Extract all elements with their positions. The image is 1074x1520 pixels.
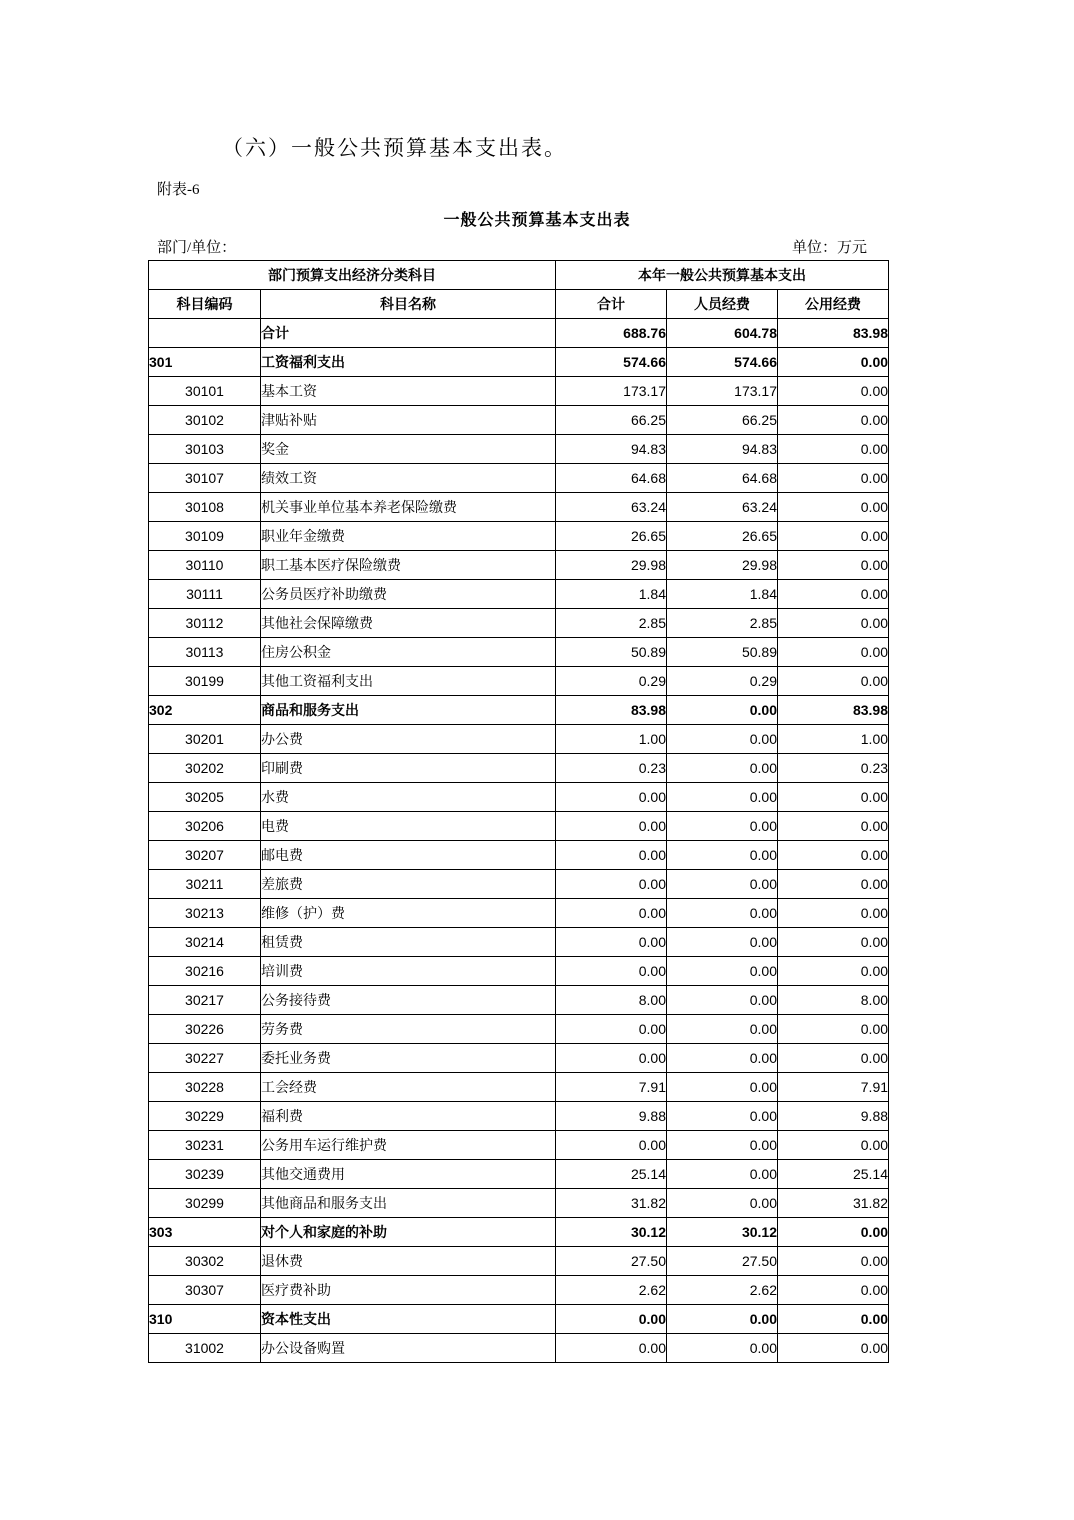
table-body bbox=[149, 319, 889, 1363]
cell-personnel: 0.00 bbox=[667, 1073, 778, 1102]
cell-subject-code: 30239 bbox=[149, 1160, 261, 1189]
cell-public: 31.82 bbox=[778, 1189, 889, 1218]
cell-public: 0.00 bbox=[778, 870, 889, 899]
cell-total: 1.84 bbox=[556, 580, 667, 609]
cell-subject-code: 301 bbox=[149, 348, 261, 377]
cell-public: 0.00 bbox=[778, 435, 889, 464]
cell-total: 0.00 bbox=[556, 841, 667, 870]
cell-total: 26.65 bbox=[556, 522, 667, 551]
cell-subject-name: 合计 bbox=[261, 319, 556, 348]
cell-subject-code: 302 bbox=[149, 696, 261, 725]
cell-public: 0.00 bbox=[778, 1218, 889, 1247]
cell-personnel: 0.00 bbox=[667, 1102, 778, 1131]
cell-subject-name: 基本工资 bbox=[261, 377, 556, 406]
cell-public: 0.00 bbox=[778, 638, 889, 667]
cell-public: 9.88 bbox=[778, 1102, 889, 1131]
table-group-header-row bbox=[149, 261, 889, 290]
cell-public: 0.00 bbox=[778, 812, 889, 841]
cell-subject-name: 公务用车运行维护费 bbox=[261, 1131, 556, 1160]
table-row bbox=[149, 638, 889, 667]
section-heading: （六）一般公共预算基本支出表。 bbox=[222, 136, 567, 160]
cell-personnel: 0.00 bbox=[667, 754, 778, 783]
cell-subject-code: 30199 bbox=[149, 667, 261, 696]
cell-subject-code: 30299 bbox=[149, 1189, 261, 1218]
cell-subject-code: 30113 bbox=[149, 638, 261, 667]
table-row bbox=[149, 464, 889, 493]
cell-public: 0.00 bbox=[778, 377, 889, 406]
table-row bbox=[149, 522, 889, 551]
cell-personnel: 29.98 bbox=[667, 551, 778, 580]
column-header-public: 公用经费 bbox=[778, 290, 889, 319]
cell-public: 0.00 bbox=[778, 406, 889, 435]
table-row bbox=[149, 899, 889, 928]
department-unit-label: 部门/单位： bbox=[157, 240, 237, 256]
cell-personnel: 604.78 bbox=[667, 319, 778, 348]
cell-subject-code: 30302 bbox=[149, 1247, 261, 1276]
table-row bbox=[149, 1102, 889, 1131]
cell-personnel: 0.00 bbox=[667, 899, 778, 928]
cell-public: 25.14 bbox=[778, 1160, 889, 1189]
cell-subject-name: 资本性支出 bbox=[261, 1305, 556, 1334]
cell-subject-name: 机关事业单位基本养老保险缴费 bbox=[261, 493, 556, 522]
group-header-right: 本年一般公共预算基本支出 bbox=[556, 261, 889, 290]
table-title: 一般公共预算基本支出表 bbox=[443, 212, 631, 229]
cell-subject-code: 30112 bbox=[149, 609, 261, 638]
cell-subject-name: 劳务费 bbox=[261, 1015, 556, 1044]
cell-personnel: 63.24 bbox=[667, 493, 778, 522]
cell-total: 0.00 bbox=[556, 1044, 667, 1073]
table-row bbox=[149, 406, 889, 435]
cell-total: 83.98 bbox=[556, 696, 667, 725]
table-row bbox=[149, 348, 889, 377]
cell-public: 0.00 bbox=[778, 609, 889, 638]
table-row bbox=[149, 1247, 889, 1276]
cell-total: 1.00 bbox=[556, 725, 667, 754]
cell-subject-name: 医疗费补助 bbox=[261, 1276, 556, 1305]
cell-subject-code: 30102 bbox=[149, 406, 261, 435]
cell-total: 25.14 bbox=[556, 1160, 667, 1189]
table-row bbox=[149, 1044, 889, 1073]
cell-total: 0.00 bbox=[556, 928, 667, 957]
cell-public: 0.00 bbox=[778, 1131, 889, 1160]
cell-public: 0.00 bbox=[778, 928, 889, 957]
table-row bbox=[149, 580, 889, 609]
cell-subject-name: 维修（护）费 bbox=[261, 899, 556, 928]
table-row bbox=[149, 609, 889, 638]
column-header-code: 科目编码 bbox=[149, 290, 261, 319]
cell-total: 63.24 bbox=[556, 493, 667, 522]
cell-total: 64.68 bbox=[556, 464, 667, 493]
cell-subject-name: 职工基本医疗保险缴费 bbox=[261, 551, 556, 580]
cell-personnel: 26.65 bbox=[667, 522, 778, 551]
table-row bbox=[149, 1189, 889, 1218]
cell-personnel: 0.00 bbox=[667, 725, 778, 754]
table-row bbox=[149, 377, 889, 406]
cell-subject-code: 30231 bbox=[149, 1131, 261, 1160]
cell-total: 0.00 bbox=[556, 1131, 667, 1160]
cell-total: 9.88 bbox=[556, 1102, 667, 1131]
cell-subject-code: 30201 bbox=[149, 725, 261, 754]
cell-total: 29.98 bbox=[556, 551, 667, 580]
cell-personnel: 1.84 bbox=[667, 580, 778, 609]
cell-personnel: 574.66 bbox=[667, 348, 778, 377]
cell-subject-name: 津贴补贴 bbox=[261, 406, 556, 435]
cell-subject-code: 30107 bbox=[149, 464, 261, 493]
cell-personnel: 94.83 bbox=[667, 435, 778, 464]
cell-subject-code: 30103 bbox=[149, 435, 261, 464]
cell-subject-code: 30229 bbox=[149, 1102, 261, 1131]
table-row bbox=[149, 957, 889, 986]
table-row bbox=[149, 725, 889, 754]
cell-subject-name: 奖金 bbox=[261, 435, 556, 464]
cell-subject-name: 工资福利支出 bbox=[261, 348, 556, 377]
cell-public: 0.00 bbox=[778, 580, 889, 609]
table-row bbox=[149, 1334, 889, 1363]
cell-total: 688.76 bbox=[556, 319, 667, 348]
table-column-header-row bbox=[149, 290, 889, 319]
cell-public: 0.00 bbox=[778, 1276, 889, 1305]
cell-subject-name: 对个人和家庭的补助 bbox=[261, 1218, 556, 1247]
cell-public: 0.00 bbox=[778, 899, 889, 928]
table-row bbox=[149, 493, 889, 522]
cell-public: 83.98 bbox=[778, 319, 889, 348]
cell-subject-name: 办公设备购置 bbox=[261, 1334, 556, 1363]
cell-public: 1.00 bbox=[778, 725, 889, 754]
cell-public: 0.00 bbox=[778, 667, 889, 696]
table-row bbox=[149, 435, 889, 464]
cell-personnel: 0.00 bbox=[667, 1334, 778, 1363]
cell-personnel: 0.00 bbox=[667, 1015, 778, 1044]
cell-total: 30.12 bbox=[556, 1218, 667, 1247]
cell-total: 94.83 bbox=[556, 435, 667, 464]
unit-of-measure-label: 单位：万元 bbox=[792, 240, 868, 256]
cell-personnel: 0.00 bbox=[667, 1189, 778, 1218]
cell-subject-code: 30211 bbox=[149, 870, 261, 899]
cell-total: 0.00 bbox=[556, 1305, 667, 1334]
cell-subject-code: 30216 bbox=[149, 957, 261, 986]
cell-personnel: 0.00 bbox=[667, 1044, 778, 1073]
cell-subject-code bbox=[149, 319, 261, 348]
cell-subject-name: 差旅费 bbox=[261, 870, 556, 899]
table-row bbox=[149, 551, 889, 580]
table-row bbox=[149, 841, 889, 870]
cell-subject-name: 住房公积金 bbox=[261, 638, 556, 667]
cell-subject-name: 电费 bbox=[261, 812, 556, 841]
cell-subject-name: 公务员医疗补助缴费 bbox=[261, 580, 556, 609]
cell-personnel: 0.00 bbox=[667, 928, 778, 957]
cell-personnel: 2.85 bbox=[667, 609, 778, 638]
cell-subject-name: 工会经费 bbox=[261, 1073, 556, 1102]
cell-public: 0.00 bbox=[778, 551, 889, 580]
table-row bbox=[149, 1131, 889, 1160]
cell-subject-name: 委托业务费 bbox=[261, 1044, 556, 1073]
table-row bbox=[149, 986, 889, 1015]
cell-public: 8.00 bbox=[778, 986, 889, 1015]
table-row bbox=[149, 1276, 889, 1305]
cell-personnel: 173.17 bbox=[667, 377, 778, 406]
table-row bbox=[149, 667, 889, 696]
cell-subject-name: 邮电费 bbox=[261, 841, 556, 870]
cell-subject-code: 30214 bbox=[149, 928, 261, 957]
cell-subject-code: 30213 bbox=[149, 899, 261, 928]
cell-subject-name: 绩效工资 bbox=[261, 464, 556, 493]
budget-table bbox=[148, 260, 889, 1363]
cell-subject-code: 30101 bbox=[149, 377, 261, 406]
cell-personnel: 50.89 bbox=[667, 638, 778, 667]
cell-subject-code: 30207 bbox=[149, 841, 261, 870]
cell-subject-name: 福利费 bbox=[261, 1102, 556, 1131]
column-header-total: 合计 bbox=[556, 290, 667, 319]
cell-subject-name: 其他商品和服务支出 bbox=[261, 1189, 556, 1218]
cell-personnel: 0.00 bbox=[667, 841, 778, 870]
cell-subject-name: 其他交通费用 bbox=[261, 1160, 556, 1189]
cell-public: 0.00 bbox=[778, 1247, 889, 1276]
cell-public: 0.00 bbox=[778, 1044, 889, 1073]
table-row bbox=[149, 754, 889, 783]
cell-subject-code: 31002 bbox=[149, 1334, 261, 1363]
cell-personnel: 0.00 bbox=[667, 1160, 778, 1189]
cell-public: 83.98 bbox=[778, 696, 889, 725]
table-row bbox=[149, 696, 889, 725]
cell-personnel: 64.68 bbox=[667, 464, 778, 493]
cell-subject-name: 租赁费 bbox=[261, 928, 556, 957]
cell-subject-name: 公务接待费 bbox=[261, 986, 556, 1015]
cell-subject-code: 30307 bbox=[149, 1276, 261, 1305]
cell-total: 0.00 bbox=[556, 1015, 667, 1044]
cell-total: 8.00 bbox=[556, 986, 667, 1015]
cell-total: 0.00 bbox=[556, 1334, 667, 1363]
group-header-left: 部门预算支出经济分类科目 bbox=[149, 261, 556, 290]
cell-total: 0.00 bbox=[556, 783, 667, 812]
cell-subject-code: 30110 bbox=[149, 551, 261, 580]
table-row bbox=[149, 1015, 889, 1044]
cell-subject-code: 30202 bbox=[149, 754, 261, 783]
cell-total: 0.00 bbox=[556, 957, 667, 986]
cell-subject-code: 30111 bbox=[149, 580, 261, 609]
cell-personnel: 0.00 bbox=[667, 1305, 778, 1334]
cell-subject-name: 印刷费 bbox=[261, 754, 556, 783]
attachment-label: 附表-6 bbox=[157, 182, 200, 198]
cell-total: 50.89 bbox=[556, 638, 667, 667]
cell-personnel: 0.00 bbox=[667, 957, 778, 986]
cell-personnel: 0.00 bbox=[667, 783, 778, 812]
cell-public: 0.00 bbox=[778, 522, 889, 551]
cell-public: 0.00 bbox=[778, 464, 889, 493]
cell-public: 0.00 bbox=[778, 1305, 889, 1334]
cell-subject-name: 培训费 bbox=[261, 957, 556, 986]
cell-public: 0.00 bbox=[778, 348, 889, 377]
cell-personnel: 66.25 bbox=[667, 406, 778, 435]
cell-public: 0.00 bbox=[778, 957, 889, 986]
cell-personnel: 2.62 bbox=[667, 1276, 778, 1305]
cell-total: 2.85 bbox=[556, 609, 667, 638]
cell-personnel: 0.00 bbox=[667, 986, 778, 1015]
cell-public: 0.00 bbox=[778, 1334, 889, 1363]
table-row bbox=[149, 1305, 889, 1334]
cell-total: 7.91 bbox=[556, 1073, 667, 1102]
cell-subject-code: 30108 bbox=[149, 493, 261, 522]
cell-personnel: 0.29 bbox=[667, 667, 778, 696]
cell-personnel: 0.00 bbox=[667, 696, 778, 725]
cell-public: 0.00 bbox=[778, 493, 889, 522]
cell-public: 0.23 bbox=[778, 754, 889, 783]
cell-public: 0.00 bbox=[778, 1015, 889, 1044]
table-row bbox=[149, 1073, 889, 1102]
cell-personnel: 0.00 bbox=[667, 870, 778, 899]
cell-subject-name: 其他社会保障缴费 bbox=[261, 609, 556, 638]
cell-personnel: 27.50 bbox=[667, 1247, 778, 1276]
column-header-name: 科目名称 bbox=[261, 290, 556, 319]
cell-total: 0.00 bbox=[556, 899, 667, 928]
cell-total: 2.62 bbox=[556, 1276, 667, 1305]
cell-subject-name: 商品和服务支出 bbox=[261, 696, 556, 725]
cell-total: 0.00 bbox=[556, 812, 667, 841]
cell-total: 31.82 bbox=[556, 1189, 667, 1218]
table-row bbox=[149, 783, 889, 812]
cell-subject-code: 303 bbox=[149, 1218, 261, 1247]
cell-subject-code: 30227 bbox=[149, 1044, 261, 1073]
cell-total: 27.50 bbox=[556, 1247, 667, 1276]
cell-subject-name: 其他工资福利支出 bbox=[261, 667, 556, 696]
table-head bbox=[149, 261, 889, 319]
cell-subject-code: 30205 bbox=[149, 783, 261, 812]
cell-total: 0.29 bbox=[556, 667, 667, 696]
cell-public: 7.91 bbox=[778, 1073, 889, 1102]
cell-subject-code: 310 bbox=[149, 1305, 261, 1334]
cell-subject-name: 办公费 bbox=[261, 725, 556, 754]
table-row bbox=[149, 870, 889, 899]
cell-subject-code: 30206 bbox=[149, 812, 261, 841]
cell-subject-code: 30109 bbox=[149, 522, 261, 551]
cell-total: 66.25 bbox=[556, 406, 667, 435]
cell-subject-code: 30226 bbox=[149, 1015, 261, 1044]
table-row bbox=[149, 319, 889, 348]
cell-subject-name: 退休费 bbox=[261, 1247, 556, 1276]
table-row bbox=[149, 928, 889, 957]
cell-subject-code: 30228 bbox=[149, 1073, 261, 1102]
cell-subject-name: 水费 bbox=[261, 783, 556, 812]
table-row bbox=[149, 812, 889, 841]
cell-personnel: 0.00 bbox=[667, 1131, 778, 1160]
cell-total: 173.17 bbox=[556, 377, 667, 406]
cell-personnel: 30.12 bbox=[667, 1218, 778, 1247]
cell-total: 0.23 bbox=[556, 754, 667, 783]
cell-subject-name: 职业年金缴费 bbox=[261, 522, 556, 551]
table-row bbox=[149, 1160, 889, 1189]
cell-total: 0.00 bbox=[556, 870, 667, 899]
cell-public: 0.00 bbox=[778, 783, 889, 812]
cell-subject-code: 30217 bbox=[149, 986, 261, 1015]
cell-public: 0.00 bbox=[778, 841, 889, 870]
table-row bbox=[149, 1218, 889, 1247]
cell-total: 574.66 bbox=[556, 348, 667, 377]
column-header-personnel: 人员经费 bbox=[667, 290, 778, 319]
cell-personnel: 0.00 bbox=[667, 812, 778, 841]
